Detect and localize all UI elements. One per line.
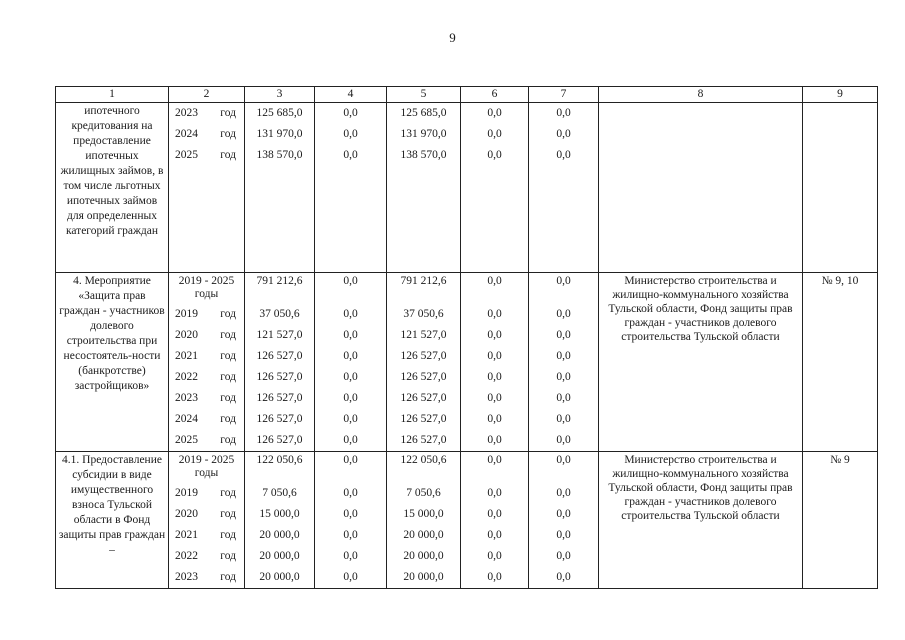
- year-unit: год: [220, 149, 236, 161]
- year: 2025: [175, 434, 198, 446]
- year: 2024: [175, 413, 198, 425]
- value: 20 000,0: [259, 550, 300, 562]
- value: 0,0: [556, 350, 571, 362]
- value: 20 000,0: [403, 529, 444, 541]
- ref-cell: [803, 103, 878, 273]
- year-unit: год: [220, 308, 236, 320]
- value: 0,0: [343, 275, 358, 287]
- value: 0,0: [556, 434, 571, 446]
- value: 0,0: [343, 508, 358, 520]
- year-unit: год: [220, 529, 236, 541]
- value: 0,0: [556, 571, 571, 583]
- value: 122 050,6: [256, 454, 303, 466]
- value: 0,0: [343, 487, 358, 499]
- total-cell: [245, 273, 315, 452]
- value: 0,0: [343, 350, 358, 362]
- municipal-cell: [461, 452, 529, 589]
- total-cell: [245, 452, 315, 589]
- year-unit: год: [220, 508, 236, 520]
- year-unit: год: [220, 571, 236, 583]
- year-line: [169, 430, 244, 451]
- value: 20 000,0: [403, 550, 444, 562]
- value: 131 970,0: [256, 128, 303, 140]
- year-line: [169, 325, 244, 346]
- total-cell: [245, 103, 315, 273]
- table-row: [56, 452, 878, 589]
- years-cell: [169, 273, 245, 452]
- year: 2024: [175, 128, 198, 140]
- header-row: [56, 87, 878, 103]
- value: 791 212,6: [400, 275, 447, 287]
- value: 20 000,0: [259, 529, 300, 541]
- value: 126 527,0: [400, 350, 447, 362]
- value: 0,0: [556, 508, 571, 520]
- value: 0,0: [343, 529, 358, 541]
- year: 2023: [175, 107, 198, 119]
- header-cell: 3: [245, 87, 315, 103]
- value: 0,0: [556, 329, 571, 341]
- value: 0,0: [343, 434, 358, 446]
- value: 126 527,0: [400, 371, 447, 383]
- executor-cell: Министерство строительства и жилищно-коммунального хозяйства Тульской области, Фонд защиты прав граждан - участников долевого строительства Тульской области: [599, 452, 803, 589]
- value: 0,0: [556, 371, 571, 383]
- value: 0,0: [556, 529, 571, 541]
- value: 0,0: [556, 454, 571, 466]
- value: 126 527,0: [400, 413, 447, 425]
- year-line: [169, 567, 244, 588]
- value: 125 685,0: [400, 107, 447, 119]
- year-unit: год: [220, 413, 236, 425]
- year-line: [169, 124, 244, 145]
- activity-name: ипотечного кредитования на предоставление ипотечных жилищных займов, в том числе льготных ипотечных займов для определенных категорий граждан: [56, 103, 169, 273]
- value: 0,0: [556, 128, 571, 140]
- municipal-cell: [461, 103, 529, 273]
- value: 0,0: [556, 392, 571, 404]
- value: 0,0: [487, 371, 502, 383]
- value: 0,0: [487, 454, 502, 466]
- value: 0,0: [343, 128, 358, 140]
- year: 2019: [175, 308, 198, 320]
- year-unit: год: [220, 487, 236, 499]
- value: 125 685,0: [256, 107, 303, 119]
- year: 2020: [175, 508, 198, 520]
- extrabudget-cell: [529, 103, 599, 273]
- extrabudget-cell: [529, 273, 599, 452]
- year-line: [169, 367, 244, 388]
- year: 2025: [175, 149, 198, 161]
- value: 121 527,0: [400, 329, 447, 341]
- value: 0,0: [556, 275, 571, 287]
- value: 20 000,0: [259, 571, 300, 583]
- value: 0,0: [487, 350, 502, 362]
- value: 0,0: [556, 149, 571, 161]
- value: 0,0: [487, 529, 502, 541]
- value: 0,0: [487, 508, 502, 520]
- year: 2020: [175, 329, 198, 341]
- value: 0,0: [487, 275, 502, 287]
- value: 7 050,6: [406, 487, 441, 499]
- value: 7 050,6: [262, 487, 297, 499]
- year-unit: год: [220, 350, 236, 362]
- year-unit: год: [220, 128, 236, 140]
- year-unit: год: [220, 107, 236, 119]
- value: 0,0: [487, 434, 502, 446]
- value: 20 000,0: [403, 571, 444, 583]
- value: 0,0: [487, 149, 502, 161]
- activity-name: 4. Мероприятие «Защита прав граждан - участников долевого строительства при несостоятель-ности (банкротстве) застройщиков»: [56, 273, 169, 452]
- header-cell: 9: [803, 87, 878, 103]
- year-unit: год: [220, 434, 236, 446]
- value: 0,0: [487, 107, 502, 119]
- header-cell: 7: [529, 87, 599, 103]
- year-line: [169, 483, 244, 504]
- value: 0,0: [487, 487, 502, 499]
- year-line: [169, 409, 244, 430]
- federal-cell: [315, 452, 387, 589]
- year: 2023: [175, 571, 198, 583]
- header-cell: 6: [461, 87, 529, 103]
- regional-cell: [387, 103, 461, 273]
- value: 138 570,0: [256, 149, 303, 161]
- value: 0,0: [556, 413, 571, 425]
- value: 126 527,0: [256, 413, 303, 425]
- value: 126 527,0: [256, 350, 303, 362]
- value: 138 570,0: [400, 149, 447, 161]
- value: 0,0: [343, 371, 358, 383]
- value: 0,0: [556, 107, 571, 119]
- year: 2019: [175, 487, 198, 499]
- value: 0,0: [343, 149, 358, 161]
- value: 0,0: [487, 128, 502, 140]
- year: 2022: [175, 550, 198, 562]
- regional-cell: [387, 273, 461, 452]
- year-line: [169, 346, 244, 367]
- period-label: 2019 - 2025 годы: [178, 454, 235, 479]
- header-cell: 5: [387, 87, 461, 103]
- value: 791 212,6: [256, 275, 303, 287]
- value: 37 050,6: [259, 308, 300, 320]
- value: 0,0: [343, 454, 358, 466]
- year-unit: год: [220, 392, 236, 404]
- program-table: [55, 86, 878, 589]
- value: 0,0: [343, 550, 358, 562]
- value: 15 000,0: [403, 508, 444, 520]
- header-cell: 1: [56, 87, 169, 103]
- year-unit: год: [220, 329, 236, 341]
- value: 122 050,6: [400, 454, 447, 466]
- value: 126 527,0: [256, 434, 303, 446]
- year: 2021: [175, 529, 198, 541]
- value: 0,0: [556, 550, 571, 562]
- municipal-cell: [461, 273, 529, 452]
- value: 0,0: [343, 571, 358, 583]
- year: 2021: [175, 350, 198, 362]
- years-cell: [169, 452, 245, 589]
- ref-cell: № 9, 10: [803, 273, 878, 452]
- value: 0,0: [343, 392, 358, 404]
- value: 126 527,0: [400, 392, 447, 404]
- year-line: [169, 304, 244, 325]
- value: 126 527,0: [400, 434, 447, 446]
- value: 0,0: [487, 308, 502, 320]
- value: 0,0: [487, 392, 502, 404]
- executor-cell: [599, 103, 803, 273]
- federal-cell: [315, 273, 387, 452]
- value: 15 000,0: [259, 508, 300, 520]
- value: 121 527,0: [256, 329, 303, 341]
- year-unit: год: [220, 371, 236, 383]
- regional-cell: [387, 452, 461, 589]
- federal-cell: [315, 103, 387, 273]
- extrabudget-cell: [529, 452, 599, 589]
- year-line: [169, 546, 244, 567]
- value: 0,0: [343, 413, 358, 425]
- value: 0,0: [487, 550, 502, 562]
- header-cell: 2: [169, 87, 245, 103]
- page-number: 9: [449, 30, 456, 45]
- value: 131 970,0: [400, 128, 447, 140]
- table-row: [56, 103, 878, 273]
- ref-cell: № 9: [803, 452, 878, 589]
- value: 0,0: [343, 107, 358, 119]
- year-line: [169, 525, 244, 546]
- table-row: [56, 273, 878, 452]
- value: 126 527,0: [256, 392, 303, 404]
- executor-cell: Министерство строительства и жилищно-коммунального хозяйства Тульской области, Фонд защиты прав граждан - участников долевого строительства Тульской области: [599, 273, 803, 452]
- year: 2022: [175, 371, 198, 383]
- value: 0,0: [343, 329, 358, 341]
- value: 126 527,0: [256, 371, 303, 383]
- value: 0,0: [556, 487, 571, 499]
- value: 0,0: [343, 308, 358, 320]
- value: 0,0: [487, 413, 502, 425]
- year-unit: год: [220, 550, 236, 562]
- year: 2023: [175, 392, 198, 404]
- year-line: [169, 145, 244, 166]
- year-line: [169, 504, 244, 525]
- value: 0,0: [556, 308, 571, 320]
- header-cell: 8: [599, 87, 803, 103]
- activity-name: 4.1. Предоставление субсидии в виде имущественного взноса Тульской области в Фонд защиты прав граждан –: [56, 452, 169, 589]
- years-cell: [169, 103, 245, 273]
- year-line: [169, 388, 244, 409]
- value: 0,0: [487, 329, 502, 341]
- value: 0,0: [487, 571, 502, 583]
- period-label: 2019 - 2025 годы: [178, 275, 235, 300]
- header-cell: 4: [315, 87, 387, 103]
- value: 37 050,6: [403, 308, 444, 320]
- year-line: [169, 103, 244, 124]
